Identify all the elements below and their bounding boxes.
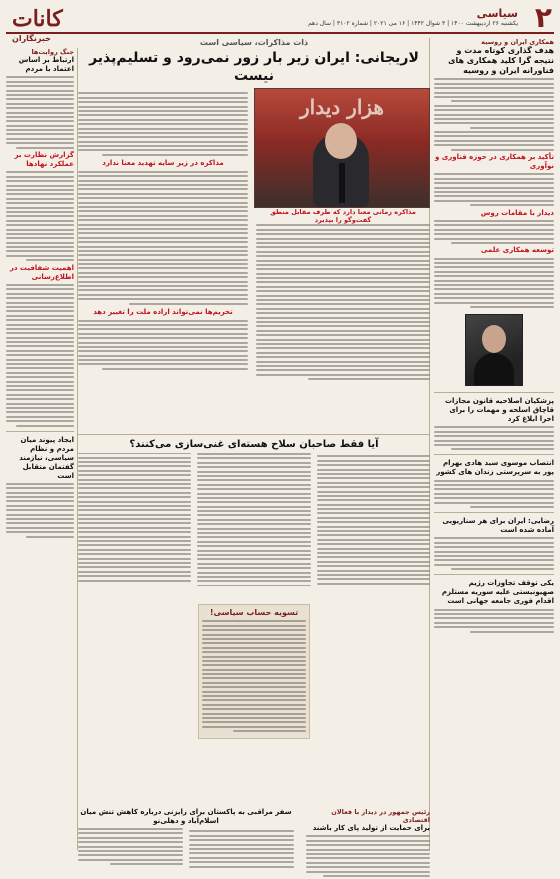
portrait-photo — [465, 314, 523, 386]
logo: کانات — [12, 6, 63, 32]
right-subhead-1: تأکید بر همکاری در حوزه فناوری و نوآوری — [435, 153, 554, 171]
bottom-headline: برای حمایت از تولید پای کار باشند — [312, 824, 430, 832]
article-body — [434, 609, 554, 633]
bottom-headline: سفر مراقبی به پاکستان برای رایزنی درباره کاهش تنش میان اسلام‌آباد و دهلی‌نو — [80, 808, 292, 825]
story-headline: پزشکیان اصلاحیه قانون مجازات قاچاق اسلحه و مهمات را برای اجرا ابلاغ کرد — [444, 396, 554, 423]
article-body — [6, 76, 74, 148]
bottom-kicker: رئیس جمهور در دیدار با فعالان اقتصادی — [331, 808, 430, 824]
story-headline: انتصاب موسوی سید هادی بهرام پور به سرپرستی زندان های کشور — [436, 459, 554, 477]
left-bottom-headline: ایجاد پیوند میان مردم و نظام سیاسی، نیازمند گفتمان متقابل است — [19, 435, 74, 480]
section-name: سیاسی — [476, 7, 518, 20]
left-headline-1: ارتباط بر اساس اعتماد با مردم — [18, 56, 74, 73]
main-kicker: ذات مذاکرات، سیاسی است — [199, 38, 309, 47]
left-subhead-1: گزارش نظارت بر عملکرد نهادها — [14, 151, 74, 169]
left-column — [6, 48, 78, 850]
dateline: یکشنبه ۲۶ اردیبهشت ۱۴۰۰ | ۳ شوال ۱۴۴۲ | ۱۶ می ۲۰۲۱ | شماره ۳۱۰۲ | سال دهم — [308, 20, 518, 27]
article-body — [6, 284, 74, 427]
pull-quote: مذاکره در زیر سایه تهدید معنا ندارد — [102, 158, 224, 167]
story-headline: رضایی: ایران برای هر سناریویی آماده شده است — [442, 517, 554, 535]
story-headline: یکی توقف تجاوزات رژیم صهیونیستی علیه سوریه مستلزم اقدام فوری جامعه جهانی است — [441, 579, 554, 606]
article-body — [434, 220, 554, 244]
main-body-right — [256, 222, 430, 382]
article-body — [434, 537, 554, 570]
page-header — [6, 1, 554, 34]
bottom-story-right — [306, 808, 430, 879]
page-number: ۲ — [534, 1, 552, 34]
main-story-area — [78, 38, 430, 850]
right-column — [429, 38, 554, 850]
article-body — [434, 78, 554, 150]
main-headline: لاریجانی: ایران زیر بار زور نمی‌رود و تسلیم‌پذیر نیست — [89, 50, 419, 84]
left-subhead-2: اهمیت شفافیت در اطلاع‌رسانی — [9, 263, 74, 281]
article-body — [434, 258, 554, 308]
photo-banner: هزار دیدار — [300, 95, 384, 119]
main-photo — [254, 88, 430, 208]
right-subhead-3: توسعه همکاری علمی — [480, 246, 554, 255]
article-body — [434, 480, 554, 508]
right-headline: هدف گذاری کوتاه مدت و نتیجه گرا کلید همکاری های فناورانه ایران و روسیه — [448, 46, 554, 75]
article-body — [434, 173, 554, 206]
second-headline: آیا فقط صاحبان سلاح هسته‌ای غنی‌سازی می‌کنند؟ — [129, 439, 379, 450]
article-body — [6, 171, 74, 261]
logo-subtitle: خبرنگاران — [12, 34, 51, 43]
pull-quote: تحریم‌ها نمی‌تواند اراده ملت را تغییر دهد — [93, 307, 233, 316]
second-story — [78, 430, 430, 586]
article-body — [434, 426, 554, 450]
main-body-left — [78, 90, 248, 372]
bottom-story-left — [78, 808, 294, 869]
photo-caption: مذاکره زمانی معنا دارد که طرف مقابل منطق گفت‌وگو را بپذیرد — [270, 208, 416, 224]
right-kicker: همکاری ایران و روسیه — [481, 38, 554, 46]
left-kicker: جنگ روایت‌ها — [31, 48, 74, 56]
box-headline: تسویه حساب سیاسی! — [209, 608, 299, 617]
box-story — [198, 604, 310, 739]
article-body — [6, 483, 74, 538]
right-subhead-2: دیدار با مقامات روس — [480, 208, 554, 217]
